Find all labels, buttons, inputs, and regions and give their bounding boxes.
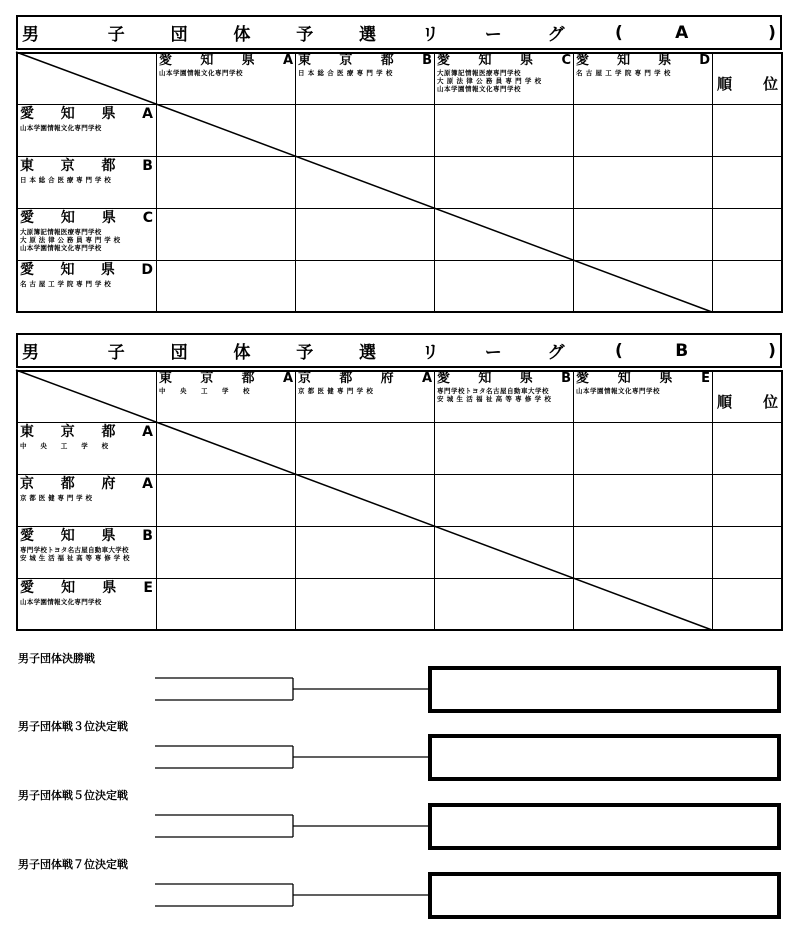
school-line: 名 古 屋 工 学 院 専 門 学 校	[576, 69, 671, 77]
league-a	[16, 15, 782, 312]
team-pref	[20, 529, 153, 544]
team-school	[437, 69, 571, 93]
pref-char: 都	[60, 476, 75, 492]
team-row-label	[16, 474, 157, 527]
score-cell[interactable]	[156, 578, 296, 631]
school-line: 山本学園情報文化専門学校	[20, 124, 102, 132]
rank-char: 位	[762, 393, 778, 411]
title-char: グ	[547, 25, 565, 45]
league-title	[16, 333, 782, 368]
winner-box[interactable]	[428, 872, 781, 919]
team-pref	[437, 54, 571, 68]
team-pref	[20, 159, 153, 174]
pref-char: 東	[159, 371, 173, 386]
rank-header-cell	[712, 370, 783, 423]
team-letter: B	[142, 158, 153, 174]
school-line: 大原簿記情報医療専門学校	[20, 228, 102, 236]
pref-char: 愛	[576, 53, 590, 68]
school-line: 山本学園情報文化専門学校	[159, 69, 243, 77]
rank-header-cell	[712, 52, 783, 105]
pref-char: 愛	[20, 580, 34, 596]
school-line: 中 央 工 学 校	[159, 387, 250, 395]
team-school	[20, 546, 153, 562]
pref-char: 県	[519, 53, 533, 68]
team-school	[20, 228, 153, 252]
team-pref	[298, 54, 432, 68]
team-pref	[576, 372, 710, 386]
team-row-label	[16, 260, 157, 313]
score-cell[interactable]	[295, 526, 435, 579]
pref-char: 愛	[20, 210, 34, 226]
rank-cell[interactable]	[712, 104, 783, 157]
score-cell	[434, 526, 574, 579]
school-line: 安 城 生 活 福 祉 高 等 専 修 学 校	[20, 554, 130, 562]
pref-char: 知	[60, 528, 75, 544]
team-school	[298, 387, 432, 395]
team-school	[576, 69, 710, 77]
pref-char: 愛	[437, 371, 451, 386]
pref-char: 知	[61, 580, 76, 596]
team-school	[437, 387, 571, 403]
title-char: 子	[107, 343, 125, 363]
score-cell[interactable]	[156, 156, 296, 209]
title-char: )	[768, 22, 776, 43]
school-line: 名 古 屋 工 学 院 専 門 学 校	[20, 280, 112, 288]
team-letter: E	[143, 580, 153, 596]
team-school	[159, 387, 293, 395]
title-char: (	[614, 22, 623, 43]
pref-char: 知	[478, 53, 492, 68]
school-line: 日 本 総 合 医 療 専 門 学 校	[20, 176, 112, 184]
score-cell[interactable]	[295, 104, 435, 157]
team-letter: A	[282, 53, 293, 68]
rank-cell[interactable]	[712, 422, 783, 475]
rank-label	[717, 391, 778, 412]
pref-char: 府	[101, 476, 116, 492]
score-cell[interactable]	[295, 260, 435, 313]
team-letter: B	[422, 53, 432, 68]
rank-char: 位	[762, 75, 778, 93]
score-cell	[573, 578, 713, 631]
pref-char: 県	[101, 210, 116, 226]
score-cell[interactable]	[434, 260, 574, 313]
team-letter: C	[142, 210, 153, 226]
rank-cell[interactable]	[712, 526, 783, 579]
pref-char: 知	[200, 53, 214, 68]
title-char: 団	[170, 343, 188, 363]
winner-box[interactable]	[428, 666, 781, 713]
team-header-cell	[573, 52, 713, 105]
score-cell[interactable]	[156, 208, 296, 261]
team-pref	[20, 581, 153, 596]
final-label: 男子団体戦３位決定戦	[18, 720, 128, 733]
score-cell[interactable]	[434, 422, 574, 475]
winner-box[interactable]	[428, 803, 781, 850]
team-header-cell	[295, 370, 435, 423]
pref-char: 愛	[20, 262, 34, 278]
pref-char: 京	[20, 476, 34, 492]
score-cell[interactable]	[573, 422, 713, 475]
pref-char: 知	[60, 262, 75, 278]
score-cell	[434, 208, 574, 261]
pref-char: 県	[102, 580, 117, 596]
title-char: グ	[547, 343, 565, 363]
pref-char: 京	[200, 371, 214, 386]
pref-char: 知	[60, 210, 75, 226]
team-school	[20, 442, 153, 450]
school-line: 大 原 法 律 公 務 員 専 門 学 校	[437, 77, 542, 85]
title-char: ー	[484, 25, 502, 45]
pref-char: 都	[101, 158, 116, 174]
team-pref	[20, 477, 153, 492]
pref-char: 県	[519, 371, 533, 386]
score-cell[interactable]	[156, 526, 296, 579]
score-cell[interactable]	[434, 156, 574, 209]
pref-char: 東	[20, 158, 34, 174]
team-school	[20, 494, 153, 502]
score-cell[interactable]	[295, 578, 435, 631]
team-letter: A	[142, 424, 153, 440]
title-char: 予	[296, 25, 314, 45]
pref-char: 県	[101, 528, 116, 544]
team-pref	[20, 107, 153, 122]
final-label: 男子団体決勝戦	[18, 652, 95, 665]
team-header-cell	[295, 52, 435, 105]
final-label: 男子団体戦７位決定戦	[18, 858, 128, 871]
pref-char: 知	[60, 106, 75, 122]
pref-char: 愛	[159, 53, 173, 68]
rank-cell[interactable]	[712, 474, 783, 527]
team-row-label	[16, 422, 157, 475]
team-row-label	[16, 526, 157, 579]
rank-cell[interactable]	[712, 156, 783, 209]
team-letter: C	[561, 53, 571, 68]
team-header-cell	[434, 370, 574, 423]
pref-char: 愛	[437, 53, 451, 68]
score-cell[interactable]	[295, 422, 435, 475]
title-char: 男	[22, 343, 39, 363]
title-char: 予	[296, 343, 314, 363]
title-char: A	[675, 22, 689, 43]
score-cell[interactable]	[573, 526, 713, 579]
score-cell	[573, 260, 713, 313]
score-cell[interactable]	[156, 474, 296, 527]
title-char: 子	[107, 25, 125, 45]
team-pref	[159, 54, 293, 68]
pref-char: 県	[659, 371, 673, 386]
title-char: 選	[359, 25, 377, 45]
team-letter: D	[699, 53, 710, 68]
school-line: 京 都 医 健 専 門 学 校	[298, 387, 374, 395]
score-cell	[156, 422, 296, 475]
corner-cell	[16, 370, 157, 423]
team-pref	[298, 372, 432, 386]
rank-char: 順	[717, 393, 733, 411]
team-row-label	[16, 208, 157, 261]
pref-char: 愛	[20, 106, 34, 122]
rank-cell[interactable]	[712, 578, 783, 631]
league-title	[16, 15, 782, 50]
team-school	[20, 176, 153, 184]
team-header-cell	[573, 370, 713, 423]
school-line: 専門学校トヨタ名古屋自動車大学校	[20, 546, 129, 554]
pref-char: 知	[617, 53, 631, 68]
rank-cell[interactable]	[712, 208, 783, 261]
title-char: 体	[233, 343, 251, 363]
rank-char: 順	[717, 75, 733, 93]
team-letter: A	[282, 371, 293, 386]
score-cell[interactable]	[295, 208, 435, 261]
pref-char: 都	[101, 424, 116, 440]
team-school	[298, 69, 432, 77]
score-cell	[295, 156, 435, 209]
pref-char: 都	[339, 371, 353, 386]
winner-box[interactable]	[428, 734, 781, 781]
pref-char: 京	[339, 53, 353, 68]
school-line: 安 城 生 活 福 祉 高 等 専 修 学 校	[437, 395, 552, 403]
pref-char: 京	[60, 424, 75, 440]
team-school	[20, 124, 153, 132]
pref-char: 東	[20, 424, 34, 440]
corner-cell	[16, 52, 157, 105]
pref-char: 愛	[20, 528, 34, 544]
school-line: 大 原 法 律 公 務 員 専 門 学 校	[20, 236, 121, 244]
team-row-label	[16, 156, 157, 209]
score-cell[interactable]	[573, 156, 713, 209]
score-cell[interactable]	[156, 260, 296, 313]
title-char: (	[614, 340, 623, 361]
title-char: )	[768, 340, 776, 361]
pref-char: 京	[298, 371, 312, 386]
score-cell[interactable]	[573, 104, 713, 157]
title-char: 団	[170, 25, 188, 45]
school-line: 山本学園情報文化専門学校	[576, 387, 660, 395]
pref-char: 愛	[576, 371, 590, 386]
team-letter: A	[142, 106, 153, 122]
score-cell[interactable]	[434, 104, 574, 157]
team-letter: B	[561, 371, 571, 386]
team-row-label	[16, 578, 157, 631]
team-row-label	[16, 104, 157, 157]
team-pref	[20, 425, 153, 440]
title-char: 男	[22, 25, 39, 45]
school-line: 京 都 医 健 専 門 学 校	[20, 494, 93, 502]
team-pref	[20, 263, 153, 278]
rank-label	[717, 73, 778, 94]
pref-char: 京	[60, 158, 75, 174]
league-b	[16, 333, 782, 630]
pref-char: 都	[380, 53, 394, 68]
team-header-cell	[156, 52, 296, 105]
team-letter: A	[421, 371, 432, 386]
pref-char: 県	[241, 53, 255, 68]
pref-char: 県	[100, 262, 115, 278]
school-line: 山本学園情報文化専門学校	[20, 244, 102, 252]
team-school	[20, 280, 153, 288]
pref-char: 都	[241, 371, 255, 386]
team-pref	[576, 54, 710, 68]
pref-char: 東	[298, 53, 312, 68]
team-letter: D	[141, 262, 153, 278]
team-school	[576, 387, 710, 395]
rank-cell[interactable]	[712, 260, 783, 313]
school-line: 中 央 工 学 校	[20, 442, 109, 450]
score-cell	[295, 474, 435, 527]
title-char: B	[675, 340, 689, 361]
team-header-cell	[434, 52, 574, 105]
team-letter: B	[142, 528, 153, 544]
score-cell[interactable]	[434, 578, 574, 631]
pref-char: 知	[478, 371, 492, 386]
score-cell	[156, 104, 296, 157]
school-line: 日 本 総 合 医 療 専 門 学 校	[298, 69, 393, 77]
final-label: 男子団体戦５位決定戦	[18, 789, 128, 802]
score-cell[interactable]	[573, 474, 713, 527]
school-line: 大原簿記情報医療専門学校	[437, 69, 521, 77]
team-school	[20, 598, 153, 606]
pref-char: 府	[380, 371, 394, 386]
score-cell[interactable]	[573, 208, 713, 261]
school-line: 山本学園情報文化専門学校	[20, 598, 102, 606]
title-char: リ	[421, 343, 439, 363]
title-char: 選	[359, 343, 377, 363]
score-cell[interactable]	[434, 474, 574, 527]
pref-char: 知	[617, 371, 631, 386]
title-char: 体	[233, 25, 251, 45]
team-header-cell	[156, 370, 296, 423]
school-line: 専門学校トヨタ名古屋自動車大学校	[437, 387, 549, 395]
team-pref	[20, 211, 153, 226]
team-letter: E	[701, 371, 710, 386]
pref-char: 県	[101, 106, 116, 122]
title-char: リ	[421, 25, 439, 45]
school-line: 山本学園情報文化専門学校	[437, 85, 521, 93]
team-pref	[437, 372, 571, 386]
pref-char: 県	[658, 53, 672, 68]
team-letter: A	[142, 476, 153, 492]
team-school	[159, 69, 293, 77]
title-char: ー	[484, 343, 502, 363]
team-pref	[159, 372, 293, 386]
